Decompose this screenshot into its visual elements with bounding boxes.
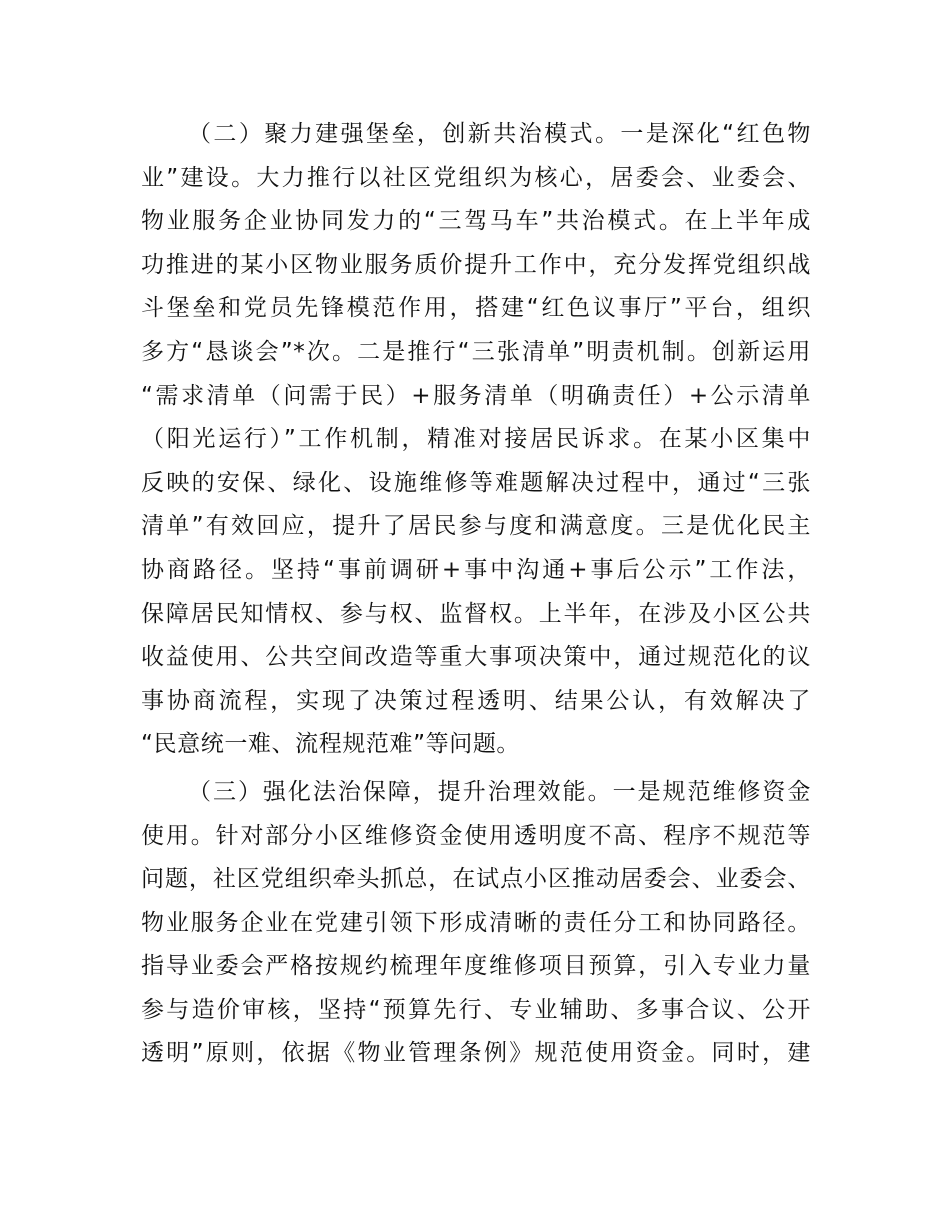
text-line: 保障居民知情权、参与权、监督权。上半年，在涉及小区公共: [141, 600, 811, 627]
text-line: 反映的安保、绿化、设施维修等难题解决过程中，通过“三张: [141, 469, 811, 496]
text-line: “需求清单（问需于民）+服务清单（明确责任）+公示清单: [141, 382, 811, 409]
text-line: 参与造价审核，坚持“预算先行、专业辅助、多事合议、公开: [141, 996, 811, 1023]
text-line: 问题，社区党组织牵头抓总，在试点小区推动居委会、业委会、: [141, 866, 811, 893]
paragraph-section-3: [141, 771, 811, 1076]
text-line: 使用。针对部分小区维修资金使用透明度不高、程序不规范等: [141, 822, 811, 849]
text-line: 物业服务企业在党建引领下形成清晰的责任分工和协同路径。: [141, 909, 811, 936]
text-line: 收益使用、公共空间改造等重大事项决策中，通过规范化的议: [141, 644, 811, 671]
text-line: 清单”有效回应，提升了居民参与度和满意度。三是优化民主: [141, 513, 811, 540]
text-line: （二）聚力建强堡垒，创新共治模式。一是深化“红色物: [188, 121, 811, 147]
text-line: 透明”原则，依据《物业管理条例》规范使用资金。同时，建: [141, 1040, 811, 1067]
text-line: 事协商流程，实现了决策过程透明、结果公认，有效解决了: [141, 687, 811, 714]
text-line: 斗堡垒和党员先锋模范作用，搭建“红色议事厅”平台，组织: [141, 295, 811, 322]
text-line: （阳光运行）”工作机制，精准对接居民诉求。在某小区集中: [141, 426, 811, 453]
paragraph-section-2: [141, 113, 811, 767]
text-line: （三）强化法治保障，提升治理效能。一是规范维修资金: [188, 778, 811, 805]
text-line: “民意统一难、流程规范难”等问题。: [141, 731, 521, 758]
document-body: [141, 113, 811, 1076]
text-line: 指导业委会严格按规约梳理年度维修项目预算，引入专业力量: [141, 953, 811, 980]
text-line: 协商路径。坚持“事前调研+事中沟通+事后公示”工作法，: [141, 556, 811, 583]
text-line: 业”建设。大力推行以社区党组织为核心，居委会、业委会、: [141, 164, 811, 191]
text-line: 多方“恳谈会”*次。二是推行“三张清单”明责机制。创新运用: [141, 338, 811, 365]
text-line: 功推进的某小区物业服务质价提升工作中，充分发挥党组织战: [141, 251, 811, 278]
text-line: 物业服务企业协同发力的“三驾马车”共治模式。在上半年成: [141, 208, 811, 235]
